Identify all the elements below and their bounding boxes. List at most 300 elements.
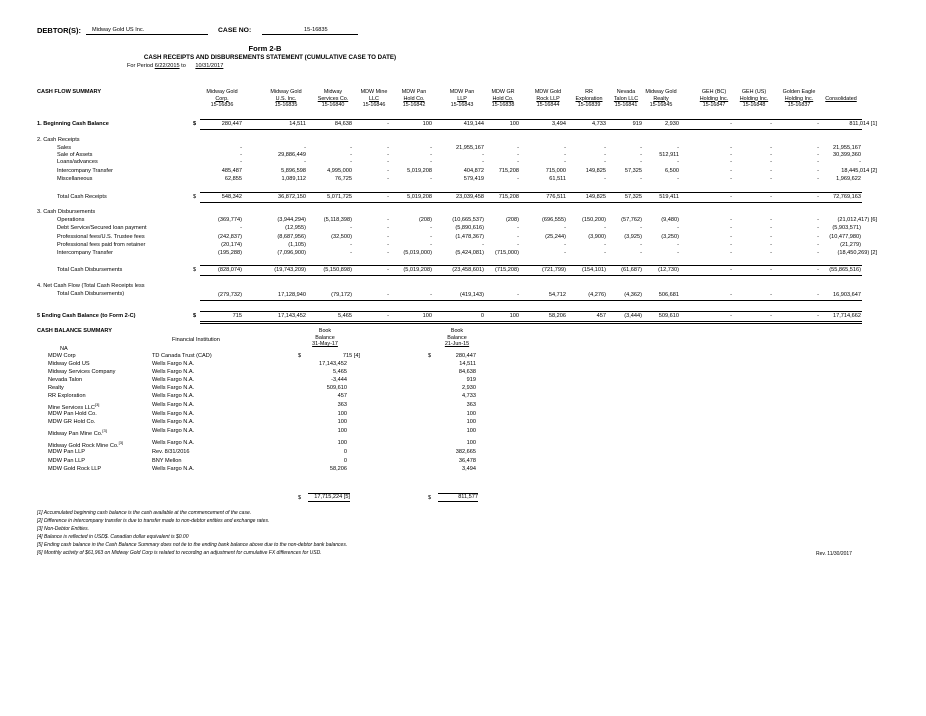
cell-value: 149,825 (585, 168, 606, 174)
balance-entity (48, 385, 64, 391)
cell-value: - (770, 159, 772, 165)
cell-value: - (817, 242, 819, 248)
balance-entity (48, 361, 90, 367)
cell-value: - (770, 250, 772, 256)
cell-value: (23,458,601) (452, 267, 484, 273)
book-balance-petition: 363 (466, 402, 476, 408)
cell-value: - (387, 234, 389, 240)
cell-value: 17,714,662 (833, 313, 861, 319)
cell-value: - (604, 242, 606, 248)
cell-value: - (387, 313, 389, 319)
financial-institution: Wells Fargo N.A. (152, 369, 195, 375)
cell-value: - (517, 152, 519, 158)
cell-value: - (517, 234, 519, 240)
cell-value: 0 (480, 313, 484, 319)
cell-value: - (770, 194, 772, 200)
debtor-name-field (86, 24, 208, 35)
cell-value: 579,419 (463, 176, 484, 182)
balance-entity (48, 353, 76, 359)
cell-value: - (304, 159, 306, 165)
entity-name: MDW Pan LLP (48, 449, 85, 455)
cell-value: (21,012,417) [6] (837, 217, 877, 223)
cell-value: - (770, 145, 772, 151)
cell-value: 2,930 (665, 121, 679, 127)
row-label: Miscellaneous (57, 176, 93, 182)
cell-value: - (640, 242, 642, 248)
financial-institution: Rev. 8/31/2016 (152, 449, 190, 455)
cell-value: - (604, 176, 606, 182)
balance-entity (60, 346, 68, 352)
cell-value: (3,900) (588, 234, 606, 240)
column-name-line-2: U.S. Inc. (275, 95, 297, 102)
cell-value: (696,555) (542, 217, 566, 223)
cell-value: (12,730) (658, 267, 679, 273)
column-name-line-2: Rock LLP (536, 95, 560, 102)
cell-value: - (564, 159, 566, 165)
cell-value: 419,144 (463, 121, 484, 127)
book-balance-current: 100 (337, 419, 347, 425)
balance-total-2: 811,577 (438, 493, 478, 502)
cell-value: 30,399,360 (833, 152, 861, 158)
column-name-line-1: MDW Gold (534, 89, 562, 95)
column-name-line-1: MDW Pan (401, 89, 427, 95)
balance-entity (48, 393, 86, 399)
book-balance-petition: 100 (466, 440, 476, 446)
row-label: Total Cash Receipts (57, 194, 107, 200)
cell-value: - (770, 152, 772, 158)
cell-value: 100 (509, 313, 519, 319)
cell-value: (721,799) (542, 267, 566, 273)
cell-value: - (817, 168, 819, 174)
financial-institution: Wells Fargo N.A. (152, 361, 195, 367)
cell-value: - (387, 145, 389, 151)
book-date: 21-Jun-15 (444, 341, 470, 348)
cell-value: - (677, 145, 679, 151)
book-balance-petition: 382,665 (455, 449, 476, 455)
cell-value: 519,411 (659, 194, 679, 200)
cell-value: - (770, 168, 772, 174)
cell-value: 512,911 (659, 152, 679, 158)
cell-value: - (730, 313, 732, 319)
cell-value: - (730, 217, 732, 223)
cell-value: - (730, 121, 732, 127)
cell-value: - (240, 152, 242, 158)
column-case-number: 15-16840 (321, 102, 345, 109)
cell-value: - (430, 292, 432, 298)
row-label: 4. Net Cash Flow (Total Cash Receipts less (37, 283, 145, 289)
cell-value: 776,511 (546, 194, 566, 200)
cell-value: 811,014 [1] (849, 121, 877, 127)
cell-value: - (604, 250, 606, 256)
cell-value: 5,019,208 (407, 168, 432, 174)
period-to-label: to (181, 63, 186, 69)
cell-value: - (730, 152, 732, 158)
cell-value: (5,019,208) (403, 267, 432, 273)
cell-value: - (240, 159, 242, 165)
cell-value: (20,174) (221, 242, 242, 248)
entity-name: Nevada Talon (48, 377, 83, 383)
row-label: 5 Ending Cash Balance (to Form 2-C) (37, 313, 136, 319)
balance-entity (48, 428, 107, 437)
row-label: Loans/advances (57, 159, 98, 165)
cell-value: (5,890,616) (455, 225, 484, 231)
cell-value: - (817, 313, 819, 319)
dollar-sign: $ (428, 353, 432, 359)
cell-value: - (517, 242, 519, 248)
cell-value: 5,019,208 (407, 194, 432, 200)
cell-value: 84,638 (334, 121, 352, 127)
cell-value: 715,000 (545, 168, 566, 174)
cell-value: - (730, 267, 732, 273)
financial-institution: Wells Fargo N.A. (152, 377, 195, 383)
balance-entity (48, 440, 123, 449)
cell-value: - (677, 242, 679, 248)
cell-value: 6,500 (665, 168, 679, 174)
cell-value: (79,172) (331, 292, 352, 298)
cell-value: 715 (232, 313, 242, 319)
column-name-line-2: Realty (653, 95, 669, 102)
column-name-line-2: Exploration (575, 95, 603, 102)
revision-date: Rev. 11/30/2017 (816, 551, 852, 557)
cell-value: - (770, 176, 772, 182)
entity-name: MDW Pan LLP (48, 458, 85, 464)
cell-value: 16,903,647 (833, 292, 861, 298)
total-rule-top (200, 119, 862, 120)
entity-name: Midway Services Company (48, 369, 116, 375)
cell-value: - (387, 225, 389, 231)
cell-value: (5,150,898) (323, 267, 352, 273)
cell-value: 21,955,167 (833, 145, 861, 151)
cell-value: - (482, 242, 484, 248)
footnote: [5] Ending cash balance in the Cash Balance Summary does not tie to the ending bank balance above due to the non-debtor bank balances. (37, 542, 348, 548)
cell-value: - (730, 225, 732, 231)
cell-value: - (564, 242, 566, 248)
column-name-line-1: MDW Mine (360, 89, 388, 95)
book-balance-current: 0 (343, 458, 347, 464)
column-name-line-1: RR (585, 89, 593, 95)
cell-value: - (517, 145, 519, 151)
column-name-line-1: Midway (323, 89, 343, 95)
balance-entity (48, 419, 95, 425)
cell-value: (208) (418, 217, 432, 223)
cell-value: 36,872,150 (278, 194, 306, 200)
cell-value: (10,477,980) (829, 234, 861, 240)
row-label: 2. Cash Receipts (37, 137, 80, 143)
cell-value: - (770, 292, 772, 298)
row-label: Professional fees paid from retainer (57, 242, 146, 248)
cell-value: - (817, 159, 819, 165)
column-header (308, 89, 358, 109)
cell-value: - (240, 225, 242, 231)
cell-value: - (517, 225, 519, 231)
cell-value: - (517, 159, 519, 165)
book-balance-current: 17,143,452 (319, 361, 347, 367)
row-label: 1. Beginning Cash Balance (37, 121, 109, 127)
cell-value: 4,995,000 (327, 168, 352, 174)
row-label: Intercompany Transfer (57, 250, 113, 256)
cell-value: - (387, 267, 389, 273)
book-balance-header-2 (428, 328, 486, 348)
book-balance-current: 457 (337, 393, 347, 399)
cell-value: - (677, 176, 679, 182)
entity-name: MDW Corp (48, 353, 76, 359)
dollar-sign: $ (193, 194, 197, 200)
cell-value: (3,944,294) (277, 217, 306, 223)
cell-value: 5,071,725 (327, 194, 352, 200)
cell-value: - (430, 145, 432, 151)
cell-value: - (730, 292, 732, 298)
cell-value: - (430, 234, 432, 240)
financial-institution: BNY Mellon (152, 458, 182, 464)
entity-name: Midway Gold US (48, 361, 90, 367)
cell-value: 3,494 (552, 121, 566, 127)
cell-value: (55,865,516) (829, 267, 861, 273)
cell-value: - (387, 250, 389, 256)
book-balance-petition: 36,478 (458, 458, 476, 464)
total-rule-top (200, 311, 862, 312)
book-balance-current: 5,465 (333, 369, 347, 375)
cell-value: 14,511 (289, 121, 306, 127)
cell-value: - (640, 176, 642, 182)
debtor-name: Midway Gold US Inc. (92, 27, 145, 33)
book-balance-current: 100 (337, 428, 347, 434)
cell-value: - (770, 217, 772, 223)
footnote: [1] Accumulated beginning cash balance is the cash available at the commencement of the case. (37, 510, 252, 516)
balance-entity (48, 377, 82, 383)
balance-label: Balance (315, 334, 335, 341)
total-rule-top (200, 265, 862, 266)
row-label: Debt Service/Secured loan payment (57, 225, 147, 231)
book-balance-petition: 3,494 (462, 466, 476, 472)
balance-entity (48, 402, 99, 411)
column-name-line-2: Talon LLC (613, 95, 639, 102)
entity-name: MDW Pan Hold Co. (48, 411, 97, 417)
cell-value: (3,444) (624, 313, 642, 319)
cell-value: - (387, 152, 389, 158)
financial-institution-header: Financial Institution (172, 337, 220, 343)
period-label: For Period (127, 63, 154, 69)
cell-value: 548,342 (221, 194, 242, 200)
form-subtitle: CASH RECEIPTS AND DISBURSEMENTS STATEMENT (CUMULATIVE CASE TO DATE) (143, 54, 397, 61)
financial-institution: Wells Fargo N.A. (152, 428, 195, 434)
footnote: [6] Monthly activity of $61,963 on Midway Gold Corp is related to recording an adjustment for cumulative FX differences for USD. (37, 550, 322, 556)
balance-entity (48, 458, 85, 464)
cell-value: (7,096,900) (277, 250, 306, 256)
column-name-line-2: Services Co. (317, 95, 349, 102)
book-balance-current: 58,206 (329, 466, 347, 472)
form-title: Form 2-B (248, 44, 282, 53)
cell-value: - (517, 292, 519, 298)
cell-value: (10,665,537) (452, 217, 484, 223)
cell-value: - (770, 121, 772, 127)
cell-value: - (817, 194, 819, 200)
cell-value: (5,019,000) (403, 250, 432, 256)
cell-value: - (350, 159, 352, 165)
cell-value: (279,732) (218, 292, 242, 298)
book-balance-current: 509,610 (326, 385, 347, 391)
cash-balance-summary-title: CASH BALANCE SUMMARY (37, 328, 112, 334)
cell-value: - (730, 168, 732, 174)
column-name-line-2: LLC (369, 95, 379, 102)
cell-value: 17,128,940 (278, 292, 306, 298)
cell-value: - (430, 176, 432, 182)
column-name-line-2: Hold Co. (492, 95, 514, 102)
case-label: CASE NO: (218, 27, 252, 34)
cell-value: - (730, 194, 732, 200)
period-line (127, 63, 231, 69)
book-balance-petition: 100 (466, 428, 476, 434)
cell-value: - (640, 152, 642, 158)
column-case-number: 15-16838 (491, 102, 515, 109)
book-balance-current: 100 (337, 440, 347, 446)
footnote: [4] Balance is reflected in USD$. Canadian dollar equivalent is $0.00 (37, 534, 189, 540)
total-rule-bottom (200, 129, 862, 130)
period-from: 6/22/2015 (154, 63, 180, 69)
book-balance-petition: 4,733 (462, 393, 476, 399)
cell-value: (828,074) (218, 267, 242, 273)
cash-flow-summary-title: CASH FLOW SUMMARY (37, 89, 102, 95)
cell-value: - (430, 152, 432, 158)
column-name-line-2: Holding Inc. (784, 95, 814, 102)
cell-value: - (350, 242, 352, 248)
cell-value: 280,447 (221, 121, 242, 127)
column-case-number: 15-16835 (274, 102, 298, 109)
cell-value: - (564, 225, 566, 231)
cell-value: - (350, 250, 352, 256)
cell-value: - (730, 234, 732, 240)
book-balance-current: 0 (343, 449, 347, 455)
balance-entity (48, 449, 85, 455)
book-balance-petition: 2,930 (462, 385, 476, 391)
column-header (637, 89, 685, 109)
column-header (481, 89, 525, 109)
cell-value: (3,925) (624, 234, 642, 240)
cell-value: 62,855 (224, 176, 242, 182)
column-header (390, 89, 438, 109)
column-name-line-2: Holding Inc. (699, 95, 729, 102)
cell-value: - (730, 145, 732, 151)
column-name-line-2: Holding Inc. (739, 95, 769, 102)
cell-value: - (817, 152, 819, 158)
cell-value: 100 (422, 313, 432, 319)
cell-value: 149,825 (585, 194, 606, 200)
dollar-sign: $ (193, 267, 197, 273)
cell-value: - (304, 145, 306, 151)
cell-value: - (640, 159, 642, 165)
book-label: Book (318, 328, 332, 334)
cell-value: - (730, 176, 732, 182)
cell-value: 100 (422, 121, 432, 127)
cell-value: - (564, 250, 566, 256)
column-name-line-2: LLP (457, 95, 467, 102)
cell-value: (154,101) (582, 267, 606, 273)
cell-value: 509,610 (658, 313, 679, 319)
cell-value: - (770, 313, 772, 319)
book-balance-petition: 280,447 (455, 353, 476, 359)
column-name-line-1: MDW GR (491, 89, 515, 95)
cell-value: - (817, 250, 819, 256)
row-label: Sales (57, 145, 71, 151)
cell-value: (369,774) (218, 217, 242, 223)
cell-value: 54,712 (548, 292, 566, 298)
column-header (196, 89, 248, 109)
column-header (815, 96, 867, 103)
row-label-continued: Total Cash Disbursements) (57, 291, 125, 297)
cell-value: - (770, 225, 772, 231)
cell-value: - (387, 176, 389, 182)
cell-value: - (817, 145, 819, 151)
cell-value: - (350, 152, 352, 158)
cell-value: - (730, 250, 732, 256)
book-date: 31-May-17 (312, 341, 338, 348)
financial-institution: Wells Fargo N.A. (152, 411, 195, 417)
cell-value: - (770, 267, 772, 273)
total-rule-bottom (200, 275, 862, 276)
cell-value: (1,478,367) (455, 234, 484, 240)
cell-value: 21,955,167 (456, 145, 484, 151)
cell-value: (18,450,269) [2] (837, 250, 877, 256)
cell-value: - (640, 225, 642, 231)
footnote: [3] Non-Debtor Entities. (37, 526, 89, 532)
cell-value: (715,208) (495, 267, 519, 273)
cell-value: (150,200) (582, 217, 606, 223)
cell-value: 100 (509, 121, 519, 127)
cell-value: - (640, 145, 642, 151)
book-balance-petition: 84,638 (458, 369, 476, 375)
cell-value: - (817, 267, 819, 273)
cell-value: 17,143,452 (278, 313, 306, 319)
row-label: 3. Cash Disbursements (37, 209, 96, 215)
balance-total-dollar-2: $ (428, 495, 432, 501)
cell-value: - (387, 159, 389, 165)
footnote-ref: [3] (94, 402, 100, 407)
net-rule (200, 300, 862, 301)
column-name-line-1: GEH (US) (741, 89, 767, 95)
cell-value: 919 (632, 121, 642, 127)
column-case-number: 15-16837 (787, 102, 811, 109)
cell-value: (61,687) (621, 267, 642, 273)
column-case-number: 15-16843 (450, 102, 474, 109)
book-balance-petition: 100 (466, 411, 476, 417)
book-balance-current: 363 (337, 402, 347, 408)
entity-name: MDW GR Hold Co. (48, 419, 96, 425)
column-case-number: 15-16841 (614, 102, 638, 109)
cell-value: (4,276) (588, 292, 606, 298)
cell-value: 4,733 (592, 121, 606, 127)
cell-value: (715,000) (495, 250, 519, 256)
cell-value: (57,762) (621, 217, 642, 223)
column-case-number: 15-16842 (402, 102, 426, 109)
balance-total-dollar-1: $ (298, 495, 302, 501)
cell-value: - (387, 217, 389, 223)
column-case-number: 15-16845 (649, 102, 673, 109)
cell-value: 404,872 (463, 168, 484, 174)
financial-institution: Wells Fargo N.A. (152, 393, 195, 399)
row-label: Sale of Assets (57, 152, 93, 158)
cell-value: (32,500) (331, 234, 352, 240)
cell-value: - (859, 159, 861, 165)
cell-value: - (387, 121, 389, 127)
balance-entity (48, 411, 97, 417)
debtor-label: DEBTOR(S): (37, 26, 82, 35)
entity-name: Midway Gold Rock Mine Co. (48, 442, 119, 449)
column-name-line-2: Hold Co. (403, 95, 425, 102)
column-case-number: 15-16847 (702, 102, 726, 109)
cell-value: (242,837) (218, 234, 242, 240)
financial-institution: Wells Fargo N.A. (152, 466, 195, 472)
cell-value: 57,325 (624, 168, 642, 174)
cell-value: - (482, 152, 484, 158)
